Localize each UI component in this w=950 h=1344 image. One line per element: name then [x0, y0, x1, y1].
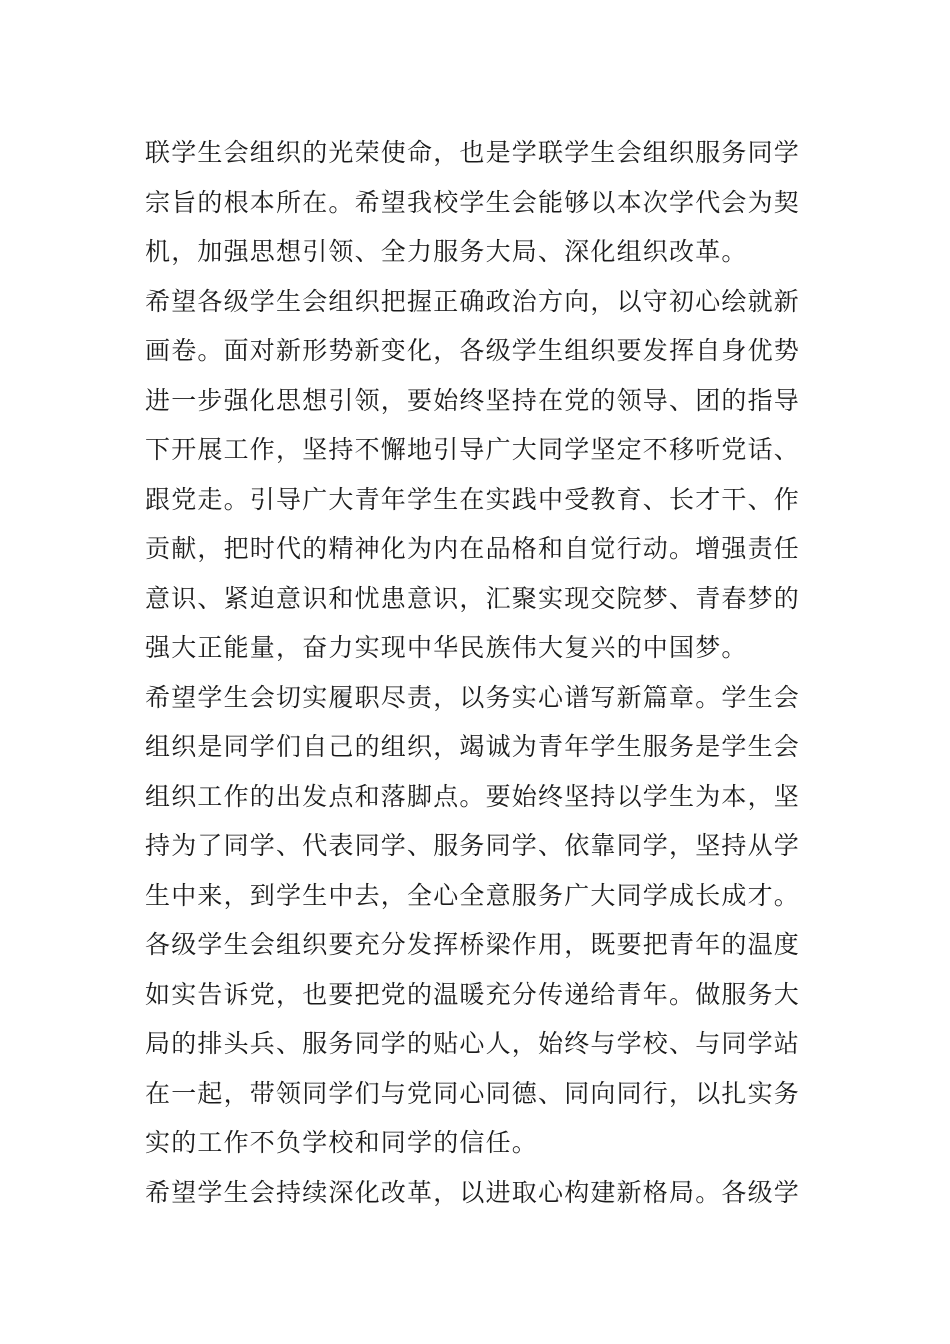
text-line: 跟党走。引导广大青年学生在实践中受教育、长才干、作: [145, 484, 801, 514]
text-line: 在一起，带领同学们与党同心同德、同向同行，以扎实务: [145, 1078, 801, 1108]
text-line: 如实告诉党，也要把党的温暖充分传递给青年。做服务大: [145, 979, 801, 1009]
text-line: 联学生会组织的光荣使命，也是学联学生会组织服务同学: [145, 138, 801, 167]
text-line: 进一步强化思想引领，要始终坚持在党的领导、团的指导: [145, 385, 801, 415]
text-line: 组织是同学们自己的组织，竭诚为青年学生服务是学生会: [145, 732, 801, 761]
text-line: 局的排头兵、服务同学的贴心人，始终与学校、与同学站: [145, 1029, 801, 1058]
text-line: 宗旨的根本所在。希望我校学生会能够以本次学代会为契: [145, 187, 801, 217]
text-line: 贡献，把时代的精神化为内在品格和自觉行动。增强责任: [145, 534, 801, 563]
body-text: [145, 128, 825, 1217]
text-line: 下开展工作，坚持不懈地引导广大同学坚定不移听党话、: [145, 435, 801, 464]
text-line: 意识、紧迫意识和忧患意识，汇聚实现交院梦、青春梦的: [145, 583, 801, 613]
text-line: 希望各级学生会组织把握正确政治方向，以守初心绘就新: [145, 286, 801, 316]
text-line: 画卷。面对新形势新变化，各级学生组织要发挥自身优势: [145, 336, 801, 365]
text-line: 持为了同学、代表同学、服务同学、依靠同学，坚持从学: [145, 831, 801, 860]
text-line: 强大正能量，奋力实现中华民族伟大复兴的中国梦。: [145, 633, 748, 662]
text-line: 生中来，到学生中去，全心全意服务广大同学成长成才。: [145, 880, 801, 910]
text-line: 实的工作不负学校和同学的信任。: [145, 1128, 539, 1157]
text-line: 组织工作的出发点和落脚点。要始终坚持以学生为本，坚: [145, 781, 801, 811]
text-line: 希望学生会切实履职尽责，以务实心谱写新篇章。学生会: [145, 682, 801, 712]
text-line: 各级学生会组织要充分发挥桥梁作用，既要把青年的温度: [145, 930, 801, 959]
text-line: 机，加强思想引领、全力服务大局、深化组织改革。: [145, 237, 748, 266]
text-line: 希望学生会持续深化改革，以进取心构建新格局。各级学: [145, 1177, 801, 1207]
